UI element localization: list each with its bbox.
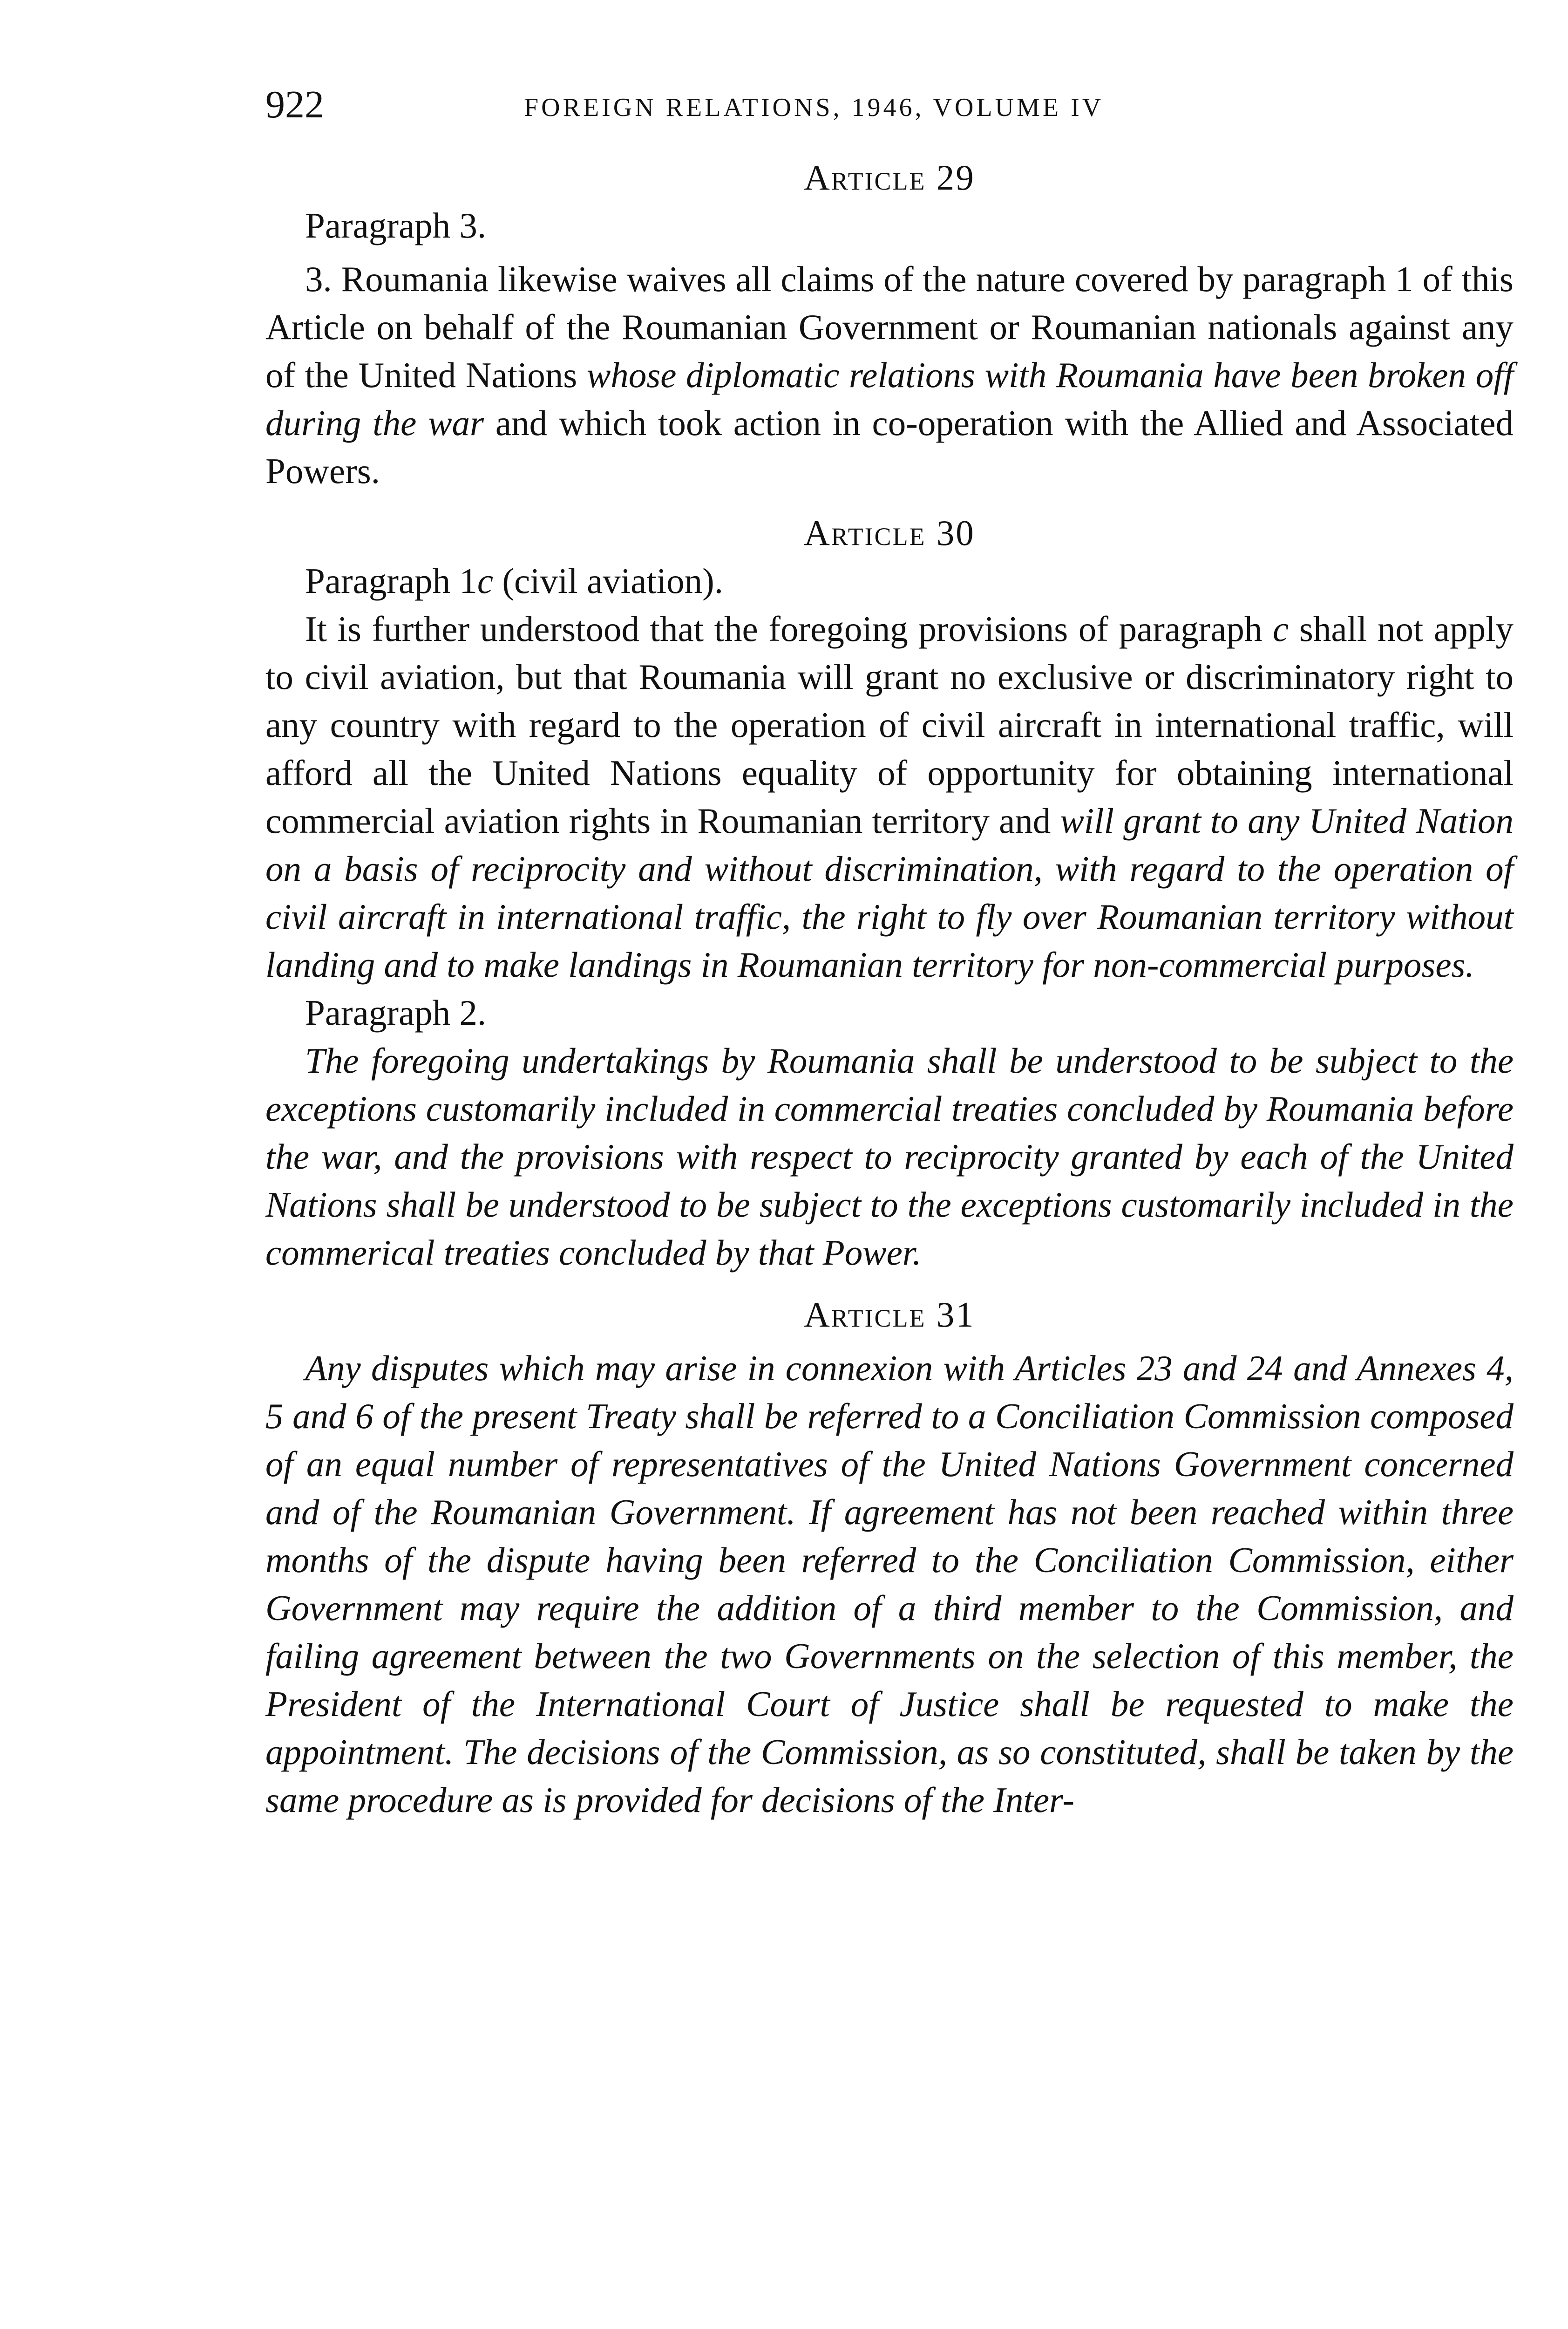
label-text: (civil aviation). [493, 561, 723, 601]
article-30-paragraph-1c-text [265, 605, 1514, 989]
running-title: FOREIGN RELATIONS, 1946, VOLUME IV [524, 93, 1104, 122]
article-30-paragraph-2-label: Paragraph 2. [305, 993, 487, 1033]
article-31-heading [265, 1291, 1514, 1339]
page-number: 922 [265, 83, 324, 126]
roman-text: shall not apply to civil aviation, but that Roumania will grant no exclusive or discriminatory right to any country with regard to the operation of civil aircraft in international traffic, will afford all the United Nations equality of opportunity for obtaining international commercial aviation rights in Roumanian territory and [265, 609, 1514, 841]
body-text [265, 154, 1514, 1824]
article-29-heading [265, 154, 1514, 202]
heading-number: 30 [936, 513, 975, 553]
label-italic-c: c [477, 561, 494, 601]
running-head [265, 79, 1514, 130]
article-29-paragraph-3-text [265, 255, 1514, 495]
roman-text: 3. Roumania likewise waives all claims of the nature covered by paragraph 1 of this Article on behalf of the Roumanian Government or Roumanian nationals against any of the United Nations [265, 259, 1514, 395]
heading-number: 31 [936, 1294, 975, 1335]
italic-text: whose diplomatic relations with Roumania have been broken off during the war [265, 355, 1514, 443]
article-30-heading [265, 509, 1514, 557]
italic-text: c [1273, 609, 1289, 649]
article-29-paragraph-label: Paragraph 3. [305, 205, 487, 245]
heading-word: Article [804, 157, 926, 197]
italic-text: will grant to any United Nation on a basis of reciprocity and without discrimination, with regard to the operation of civil aircraft in international traffic, the right to fly over Roumanian territory without landing and to make landings in Roumanian territory for non-commercial purposes. [265, 801, 1514, 985]
heading-word: Article [804, 1294, 926, 1335]
heading-word: Article [804, 513, 926, 553]
article-30-paragraph-1c-label [265, 557, 1514, 605]
roman-text: It is further understood that the foregoing provisions of paragraph [305, 609, 1273, 649]
article-31-text: Any disputes which may arise in connexion with Articles 23 and 24 and Annexes 4, 5 and 6 of the present Treaty shall be referred to a Conciliation Commission composed of an equal number of representatives of the United Nations Government concerned and of the Roumanian Government. If agreement has not been reached within three months of the dispute having been referred to the Conciliation Commission, either Government may require the addition of a third member to the Commission, and failing agreement between the two Governments on the selection of this member, the President of the International Court of Justice shall be requested to make the appointment. The decisions of the Commission, as so constituted, shall be taken by the same procedure as is provided for decisions of the Inter- [265, 1348, 1514, 1820]
label-text: Paragraph 1 [305, 561, 477, 601]
roman-text: and which took action in co-operation with the Allied and Associated Powers. [265, 403, 1514, 491]
article-30-paragraph-2-text: The foregoing undertakings by Roumania shall be understood to be subject to the exceptions customarily included in commercial treaties concluded by Roumania before the war, and the provisions with respect to reciprocity granted by each of the United Nations shall be understood to be subject to the exceptions customarily included in the commerical treaties concluded by that Power. [265, 1041, 1514, 1273]
heading-number: 29 [936, 157, 975, 197]
